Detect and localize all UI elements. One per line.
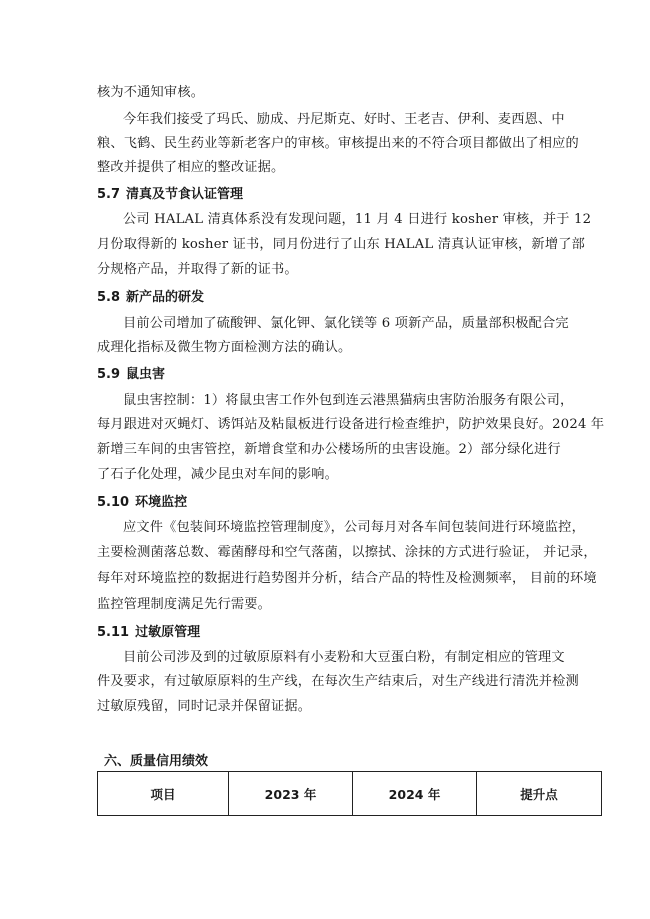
paragraph-line: 成理化指标及微生物方面检测方法的确认。 bbox=[97, 340, 352, 355]
section-heading-5-7 bbox=[97, 186, 243, 204]
section-number: 5.9 bbox=[97, 367, 121, 382]
table-header-row bbox=[98, 772, 602, 816]
paragraph-line: 目前公司涉及到的过敏原原料有小麦粉和大豆蛋白粉，有制定相应的管理文 bbox=[123, 650, 565, 665]
paragraph-line: 监控管理制度满足先行需要。 bbox=[97, 597, 272, 612]
section-heading-5-10 bbox=[97, 494, 187, 512]
paragraph-line: 件及要求，有过敏原原料的生产线，在每次生产结束后，对生产线进行清洗并检测 bbox=[97, 674, 579, 689]
paragraph-line: 鼠虫害控制：1）将鼠虫害工作外包到连云港黑猫病虫害防治服务有限公司， bbox=[123, 393, 574, 408]
paragraph-line: 今年我们接受了玛氏、励成、丹尼斯克、好时、王老吉、伊利、麦西恩、中 bbox=[123, 112, 565, 127]
paragraph-line: 主要检测菌落总数、霉菌酵母和空气落菌，以擦拭、涂抹的方式进行验证， 并记录， bbox=[97, 545, 597, 560]
paragraph-line: 新增三车间的虫害管控，新增食堂和办公楼场所的虫害设施。2）部分绿化进行 bbox=[97, 442, 561, 457]
header-2023: 2023 年 bbox=[229, 772, 353, 816]
section-title: 过敏原管理 bbox=[135, 625, 201, 640]
section-number: 5.8 bbox=[97, 290, 121, 305]
paragraph-line: 核为不通知审核。 bbox=[97, 85, 205, 100]
header-2024: 2024 年 bbox=[353, 772, 477, 816]
paragraph-line: 每年对环境监控的数据进行趋势图并分析，结合产品的特性及检测频率， 目前的环境 bbox=[97, 571, 597, 586]
section-heading-5-9 bbox=[97, 366, 165, 384]
section-number: 5.7 bbox=[97, 187, 121, 202]
header-improvement: 提升点 bbox=[477, 772, 602, 816]
paragraph-line: 应文件《包装间环境监控管理制度》，公司每月对各车间包装间进行环境监控， bbox=[123, 520, 585, 535]
paragraph-line: 每月跟进对灭蝇灯、诱饵站及粘鼠板进行设备进行检查维护，防护效果良好。2024 年 bbox=[97, 417, 605, 432]
paragraph-line: 公司 HALAL 清真体系没有发现问题，11 月 4 日进行 kosher 审核，并于 12 bbox=[123, 212, 592, 227]
section-title: 新产品的研发 bbox=[126, 290, 205, 305]
section-title: 鼠虫害 bbox=[126, 367, 166, 382]
section-heading-5-8 bbox=[97, 289, 204, 307]
header-item: 项目 bbox=[98, 772, 229, 816]
paragraph-line: 整改并提供了相应的整改证据。 bbox=[97, 160, 285, 175]
paragraph-line: 月份取得新的 kosher 证书，同月份进行了山东 HALAL 清真认证审核，新增了部 bbox=[97, 237, 585, 252]
paragraph-line: 目前公司增加了硫酸钾、氯化钾、氯化镁等 6 项新产品，质量部积极配合完 bbox=[123, 316, 569, 331]
paragraph-line: 粮、飞鹤、民生药业等新老客户的审核。审核提出来的不符合项目都做出了相应的 bbox=[97, 136, 579, 151]
section-six-title: 六、质量信用绩效 bbox=[104, 754, 209, 769]
paragraph-line: 了石子化处理，减少昆虫对车间的影响。 bbox=[97, 467, 338, 482]
section-heading-5-11 bbox=[97, 624, 200, 642]
paragraph-line: 分规格产品，并取得了新的证书。 bbox=[97, 262, 298, 277]
section-title: 清真及节食认证管理 bbox=[126, 187, 244, 202]
quality-performance-table bbox=[97, 771, 602, 816]
section-number: 5.10 bbox=[97, 495, 130, 510]
section-number: 5.11 bbox=[97, 625, 130, 640]
section-title: 环境监控 bbox=[135, 495, 188, 510]
paragraph-line: 过敏原残留，同时记录并保留证据。 bbox=[97, 699, 312, 714]
